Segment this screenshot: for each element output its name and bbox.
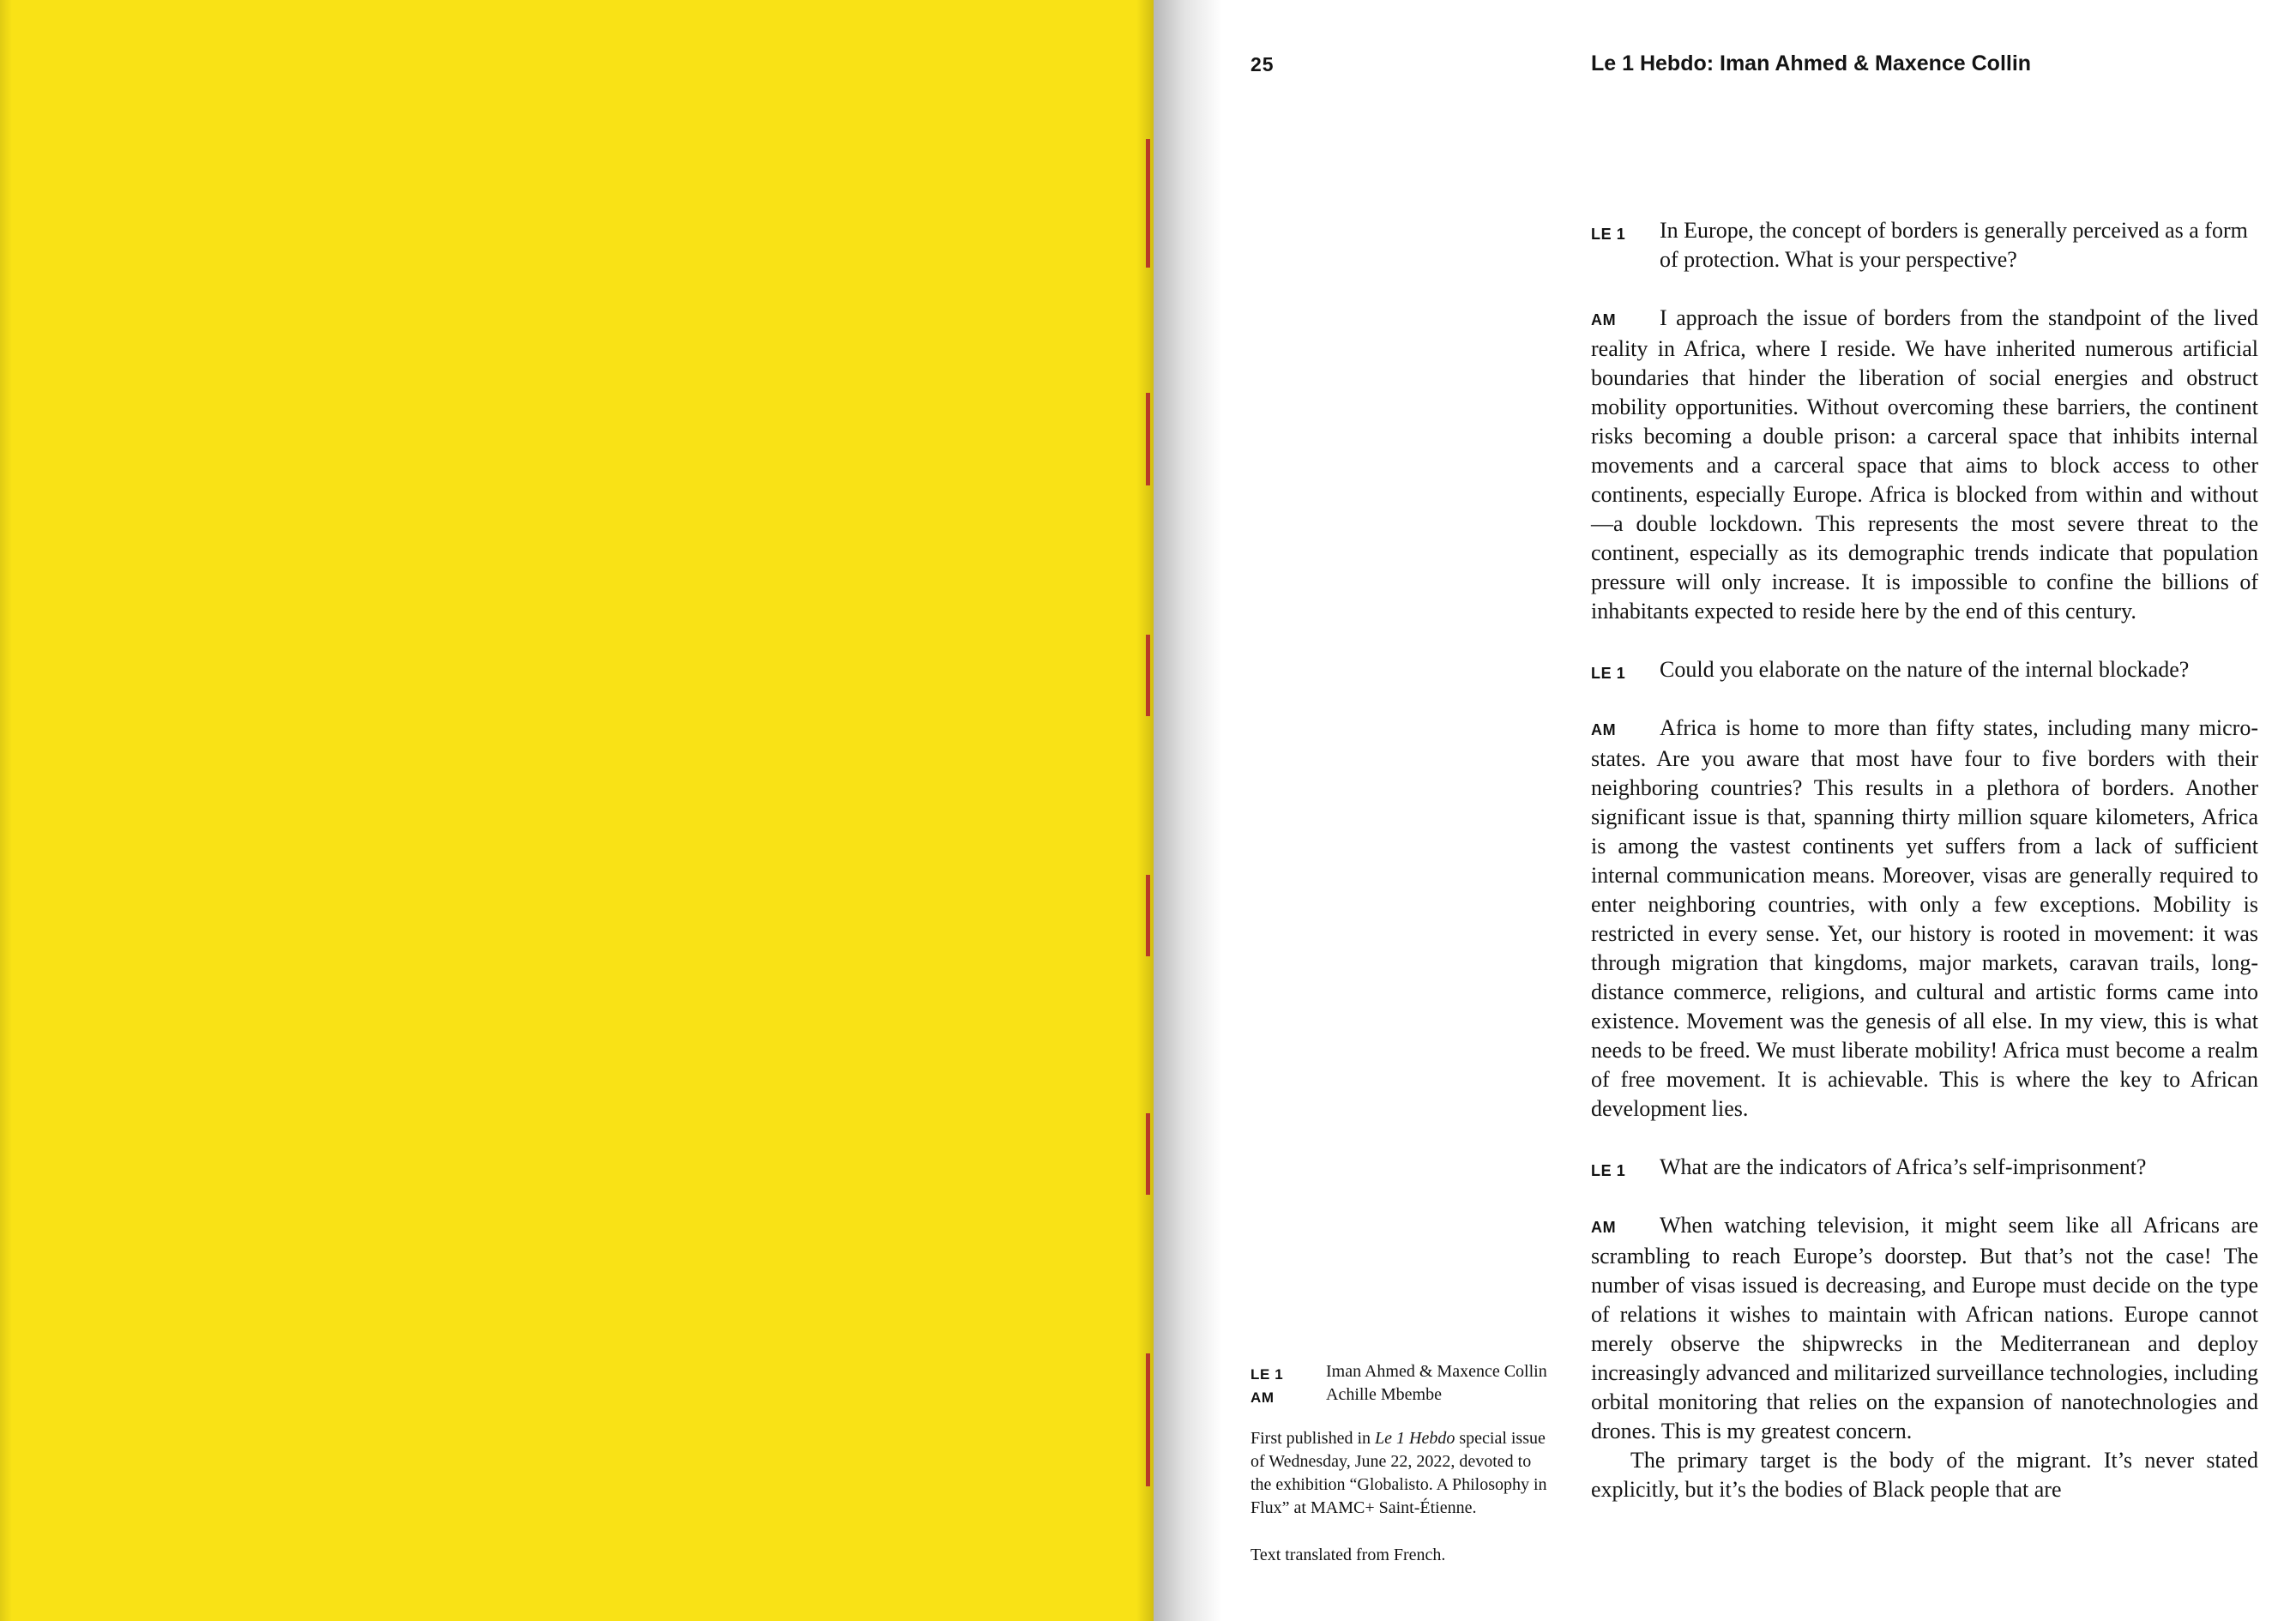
- marginalia: [1250, 1360, 1549, 1567]
- credit-row: [1250, 1360, 1549, 1383]
- publication-title: Le 1 Hebdo: [1375, 1429, 1455, 1448]
- answer-text: I approach the issue of borders from the standpoint of the lived reality in Africa, where I reside. We have inherited numerous artificial boundaries that hinder the liberation of social energies and obstruct mobility opportunities. Without overcoming these barriers, the continent risks becoming a double prison: a carceral space that inhibits internal movements and a carceral space that aims to block access to other continents, especially Europe. Africa is blocked from within and without—a double lockdown. This represents the most severe threat to the continent, especially as its demographic trends indicate that population pressure will only increase. It is impossible to confine the billions of inhabitants expected to reside here by the end of this century.: [1591, 305, 2258, 624]
- answer-block: [1591, 304, 2258, 626]
- question-block: [1591, 216, 2258, 274]
- answer-block: [1591, 714, 2258, 1124]
- registration-mark: [1146, 1113, 1150, 1195]
- question-text: Could you elaborate on the nature of the internal blockade?: [1660, 657, 2190, 682]
- speaker-label: LE 1: [1591, 665, 1626, 682]
- speaker-label: AM: [1591, 1219, 1617, 1236]
- question-text: In Europe, the concept of borders is generally perceived as a form of protection. What is your perspective?: [1660, 218, 2248, 272]
- credit-name: Achille Mbembe: [1326, 1385, 1442, 1404]
- credit-row: [1250, 1383, 1549, 1407]
- registration-mark: [1146, 1353, 1150, 1486]
- publication-note: [1250, 1427, 1549, 1520]
- speaker-label: AM: [1591, 721, 1617, 738]
- answer-block: [1591, 1211, 2258, 1446]
- answer-text: Africa is home to more than fifty states, including many micro-states. Are you aware that most have four to five borders with their neighboring countries? This results in a plethora of borders. Another significant issue is that, spanning thirty million square kilometers, Africa is among the vastest continents yet suffers from a lack of sufficient internal communication means. Moreover, visas are generally required to enter neighboring countries, with only a few exceptions. Mobility is restricted in every sense. Yet, our history is rooted in movement: it was through migration that kingdoms, major markets, caravan trails, long-distance commerce, religions, and cultural and artistic forms came into existence. Movement was the genesis of all else. In my view, this is what needs to be freed. We must liberate mobility! Africa must become a realm of free movement. It is achievable. This is where the key to African development lies.: [1591, 715, 2258, 1121]
- speaker-label: LE 1: [1250, 1366, 1284, 1383]
- spine-edge-shadow: [1136, 0, 1154, 1621]
- interview-column: [1591, 216, 2258, 1504]
- speaker-label: AM: [1591, 311, 1617, 328]
- spine-fold-shadow: [1154, 0, 1222, 1621]
- running-head: Le 1 Hebdo: Iman Ahmed & Maxence Collin: [1591, 51, 2032, 75]
- registration-mark: [1146, 635, 1150, 716]
- registration-mark: [1146, 393, 1150, 485]
- translation-note: Text translated from French.: [1250, 1546, 1446, 1564]
- page-number: 25: [1250, 53, 1275, 75]
- question-text: What are the indicators of Africa’s self-imprisonment?: [1660, 1154, 2147, 1179]
- page-edge-shadow: [0, 0, 12, 1621]
- answer-continued-paragraph: The primary target is the body of the migrant. It’s never stated explicitly, but it’s the bodies of Black people that are: [1591, 1448, 2258, 1502]
- credit-name: Iman Ahmed & Maxence Collin: [1326, 1362, 1547, 1381]
- publication-note-text: special issue of Wednesday, June 22, 2022, devoted to the exhibition “Globalisto. A Philosophy in Flux” at MAMC+ Saint-Étienne.: [1250, 1429, 1547, 1517]
- speaker-label: LE 1: [1591, 226, 1626, 243]
- answer-text: When watching television, it might seem like all Africans are scrambling to reach Europe’s doorstep. But that’s not the case! The number of visas issued is decreasing, and Europe must decide on the type of relations it wishes to maintain with African nations. Europe cannot merely observe the shipwrecks in the Mediterranean and deploy increasingly advanced and militarized surveillance technologies, including orbital monitoring that relies on the expansion of nanotechnologies and drones. This is my greatest concern.: [1591, 1213, 2258, 1443]
- registration-mark: [1146, 875, 1150, 956]
- question-block: [1591, 1153, 2258, 1182]
- speaker-label: AM: [1250, 1389, 1275, 1406]
- registration-mark: [1146, 139, 1150, 268]
- question-block: [1591, 655, 2258, 684]
- speaker-label: LE 1: [1591, 1162, 1626, 1179]
- publication-note-text: First published in: [1250, 1429, 1376, 1448]
